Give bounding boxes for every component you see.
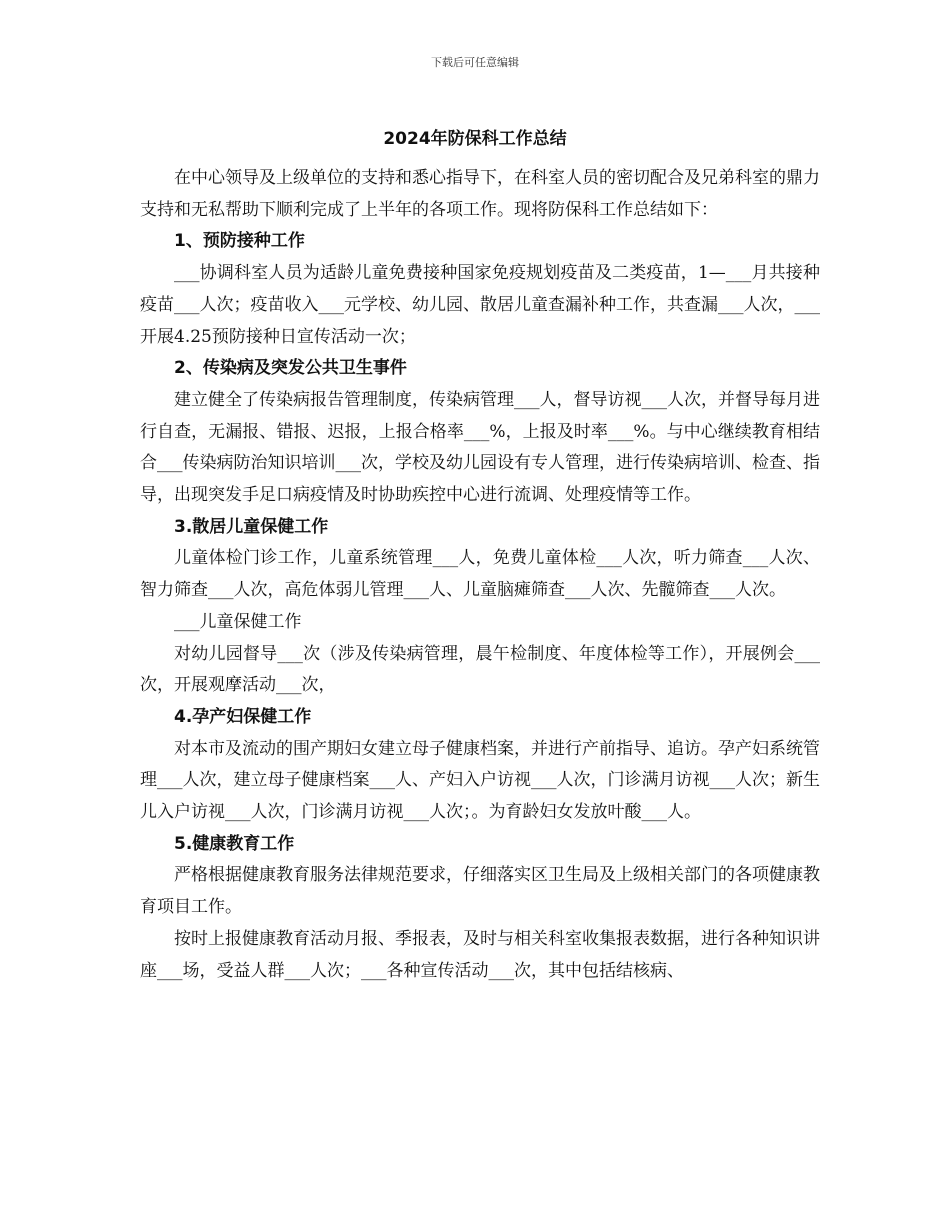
section-paragraph: 按时上报健康教育活动月报、季报表，及时与相关科室收集报表数据，进行各种知识讲座___场，受益人群___人次；___各种宣传活动___次，其中包括结核病、 xyxy=(140,928,820,981)
document-body xyxy=(140,163,820,987)
intro-paragraph: 在中心领导及上级单位的支持和悉心指导下，在科室人员的密切配合及兄弟科室的鼎力支持和无私帮助下顺利完成了上半年的各项工作。现将防保科工作总结如下： xyxy=(140,168,820,220)
section-paragraph: 建立健全了传染病报告管理制度，传染病管理___人，督导访视___人次，并督导每月进行自查，无漏报、错报、迟报，上报合格率___%，上报及时率___%。与中心继续教育相结合___传染病防治知识培训___次，学校及幼儿园设有专人管理，进行传染病培训、检查、指导，出现突发手足口病疫情及时协助疾控中心进行流调、处理疫情等工作。 xyxy=(140,389,820,506)
section-heading-health-education: 5.健康教育工作 xyxy=(174,833,295,854)
document-title: 2024年防保科工作总结 xyxy=(383,129,567,149)
section-heading-maternal-health: 4.孕产妇保健工作 xyxy=(174,706,312,727)
section-paragraph: ___协调科室人员为适龄儿童免费接种国家免疫规划疫苗及二类疫苗，1—___月共接种疫苗___人次；疫苗收入___元学校、幼儿园、散居儿童查漏补种工作，共查漏___人次，___开展4.25预防接种日宣传活动一次； xyxy=(140,263,820,347)
header-note: 下载后可任意编辑 xyxy=(431,56,519,69)
section-heading-vaccination: 1、预防接种工作 xyxy=(174,231,305,252)
section-paragraph: 严格根据健康教育服务法律规范要求，仔细落实区卫生局及上级相关部门的各项健康教育项目工作。 xyxy=(140,865,820,918)
section-heading-infectious-disease: 2、传染病及突发公共卫生事件 xyxy=(174,358,407,379)
section-heading-child-health: 3.散居儿童保健工作 xyxy=(174,516,329,537)
section-paragraph: 对幼儿园督导___次（涉及传染病管理，晨午检制度、年度体检等工作），开展例会___次，开展观摩活动___次， xyxy=(140,643,820,696)
section-paragraph: 对本市及流动的围产期妇女建立母子健康档案，并进行产前指导、追访。孕产妇系统管理___人次，建立母子健康档案___人、产妇入户访视___人次，门诊满月访视___人次；新生儿入户访视___人次，门诊满月访视___人次；。为育龄妇女发放叶酸___人。 xyxy=(140,738,820,823)
section-paragraph: ___儿童保健工作 xyxy=(174,611,302,632)
section-paragraph: 儿童体检门诊工作，儿童系统管理___人，免费儿童体检___人次，听力筛查___人次、智力筛查___人次，高危体弱儿管理___人、儿童脑瘫筛查___人次、先髋筛查___人次。 xyxy=(140,548,820,601)
